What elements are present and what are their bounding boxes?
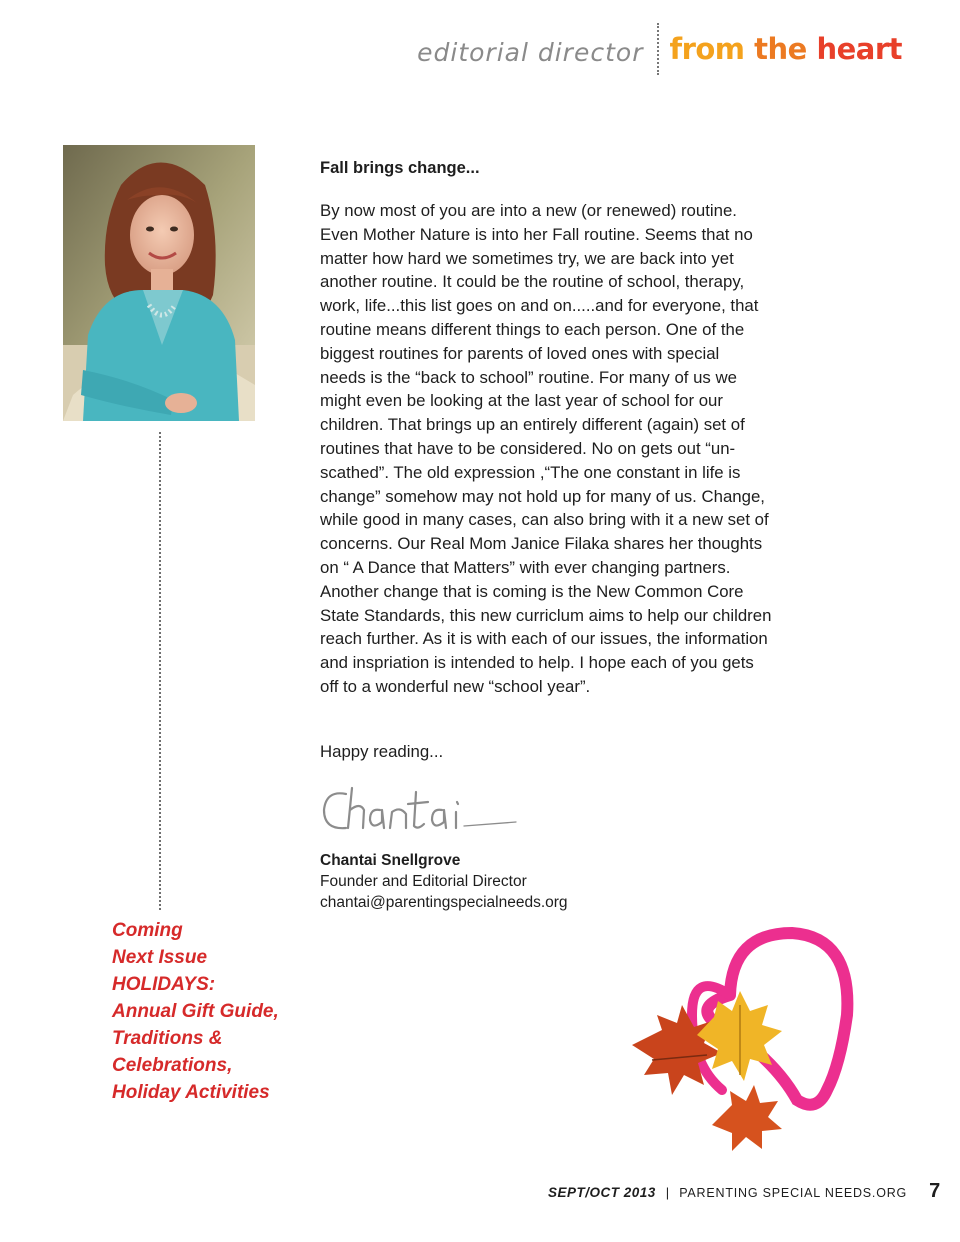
signature-block [320, 850, 568, 913]
page-footer [548, 1180, 940, 1203]
body-line: By now most of you are into a new (or renewed) routine. [320, 201, 737, 220]
signer-role: Founder and Editorial Director [320, 873, 527, 890]
body-line: another routine. It could be the routine of school, therapy, [320, 272, 745, 292]
issue-date: SEPT/OCT 2013 [548, 1185, 656, 1200]
body-line: needs is the “back to school” routine. For many of us we [320, 367, 737, 387]
body-line: routines that have to be considered. No on gets out “un- [320, 438, 736, 458]
body-line: State Standards, this new curriclum aims to help our children [320, 605, 772, 625]
page-number: 7 [929, 1180, 941, 1202]
body-line: work, life...this list goes on and on.....and for everyone, that [320, 296, 759, 316]
page-header [417, 22, 902, 76]
signer-name: Chantai Snellgrove [320, 852, 461, 869]
body-line: change” somehow may not hold up for many of us. Change, [320, 486, 765, 506]
body-line: Another change that is coming is the New Common Core [320, 581, 744, 601]
editorial-article [320, 157, 810, 763]
body-line: children. That brings up an entirely different (again) set of [320, 415, 745, 435]
body-line: Even Mother Nature is into her Fall routine. Seems that no [320, 224, 753, 244]
header-divider [657, 23, 659, 75]
title-word: heart [816, 32, 902, 66]
body-line: scathed”. The old expression ,“The one constant in life is [320, 462, 741, 482]
publication-name: PARENTING SPECIAL NEEDS.ORG [679, 1186, 908, 1200]
title-word: the [754, 32, 807, 66]
section-title [669, 32, 902, 66]
body-line: off to a wonderful new “school year”. [320, 676, 591, 696]
body-line: matter how hard we sometimes try, we are back into yet [320, 248, 734, 268]
body-line: on “ A Dance that Matters” with ever changing partners. [320, 557, 731, 577]
body-line: reach further. As it is with each of our issues, the information [320, 629, 768, 649]
body-line: and inspriation is intended to help. I hope each of you gets [320, 653, 754, 673]
signer-email[interactable]: chantai@parentingspecialneeds.org [320, 894, 568, 911]
next-issue-callout [112, 917, 312, 1106]
section-label: editorial director [417, 37, 644, 67]
body-line: might even be looking at the last year of school for our [320, 391, 723, 411]
body-line: while good in many cases, can also bring with it a new set of [320, 510, 769, 530]
body-line: concerns. Our Real Mom Janice Filaka shares her thoughts [320, 534, 763, 554]
next-issue-line: Traditions & [112, 1028, 223, 1049]
heart-leaves-illustration [622, 925, 862, 1170]
next-issue-line: Annual Gift Guide, [112, 1001, 279, 1022]
article-body [320, 199, 810, 699]
body-line: routine means different things to each person. One of the [320, 319, 745, 339]
next-issue-line: Holiday Activities [112, 1082, 270, 1103]
vertical-dotted-rule [159, 432, 161, 910]
article-heading: Fall brings change... [320, 159, 480, 177]
closing-line: Happy reading... [320, 741, 444, 761]
body-line: biggest routines for parents of loved ones with special [320, 343, 720, 363]
next-issue-line: Next Issue [112, 947, 208, 968]
next-issue-line: HOLIDAYS: [112, 974, 216, 995]
title-word: from [669, 32, 745, 66]
footer-separator: | [665, 1185, 670, 1200]
next-issue-line: Coming [112, 920, 183, 941]
editor-portrait-photo [63, 145, 255, 421]
next-issue-line: Celebrations, [112, 1055, 233, 1076]
handwritten-signature [316, 780, 536, 840]
